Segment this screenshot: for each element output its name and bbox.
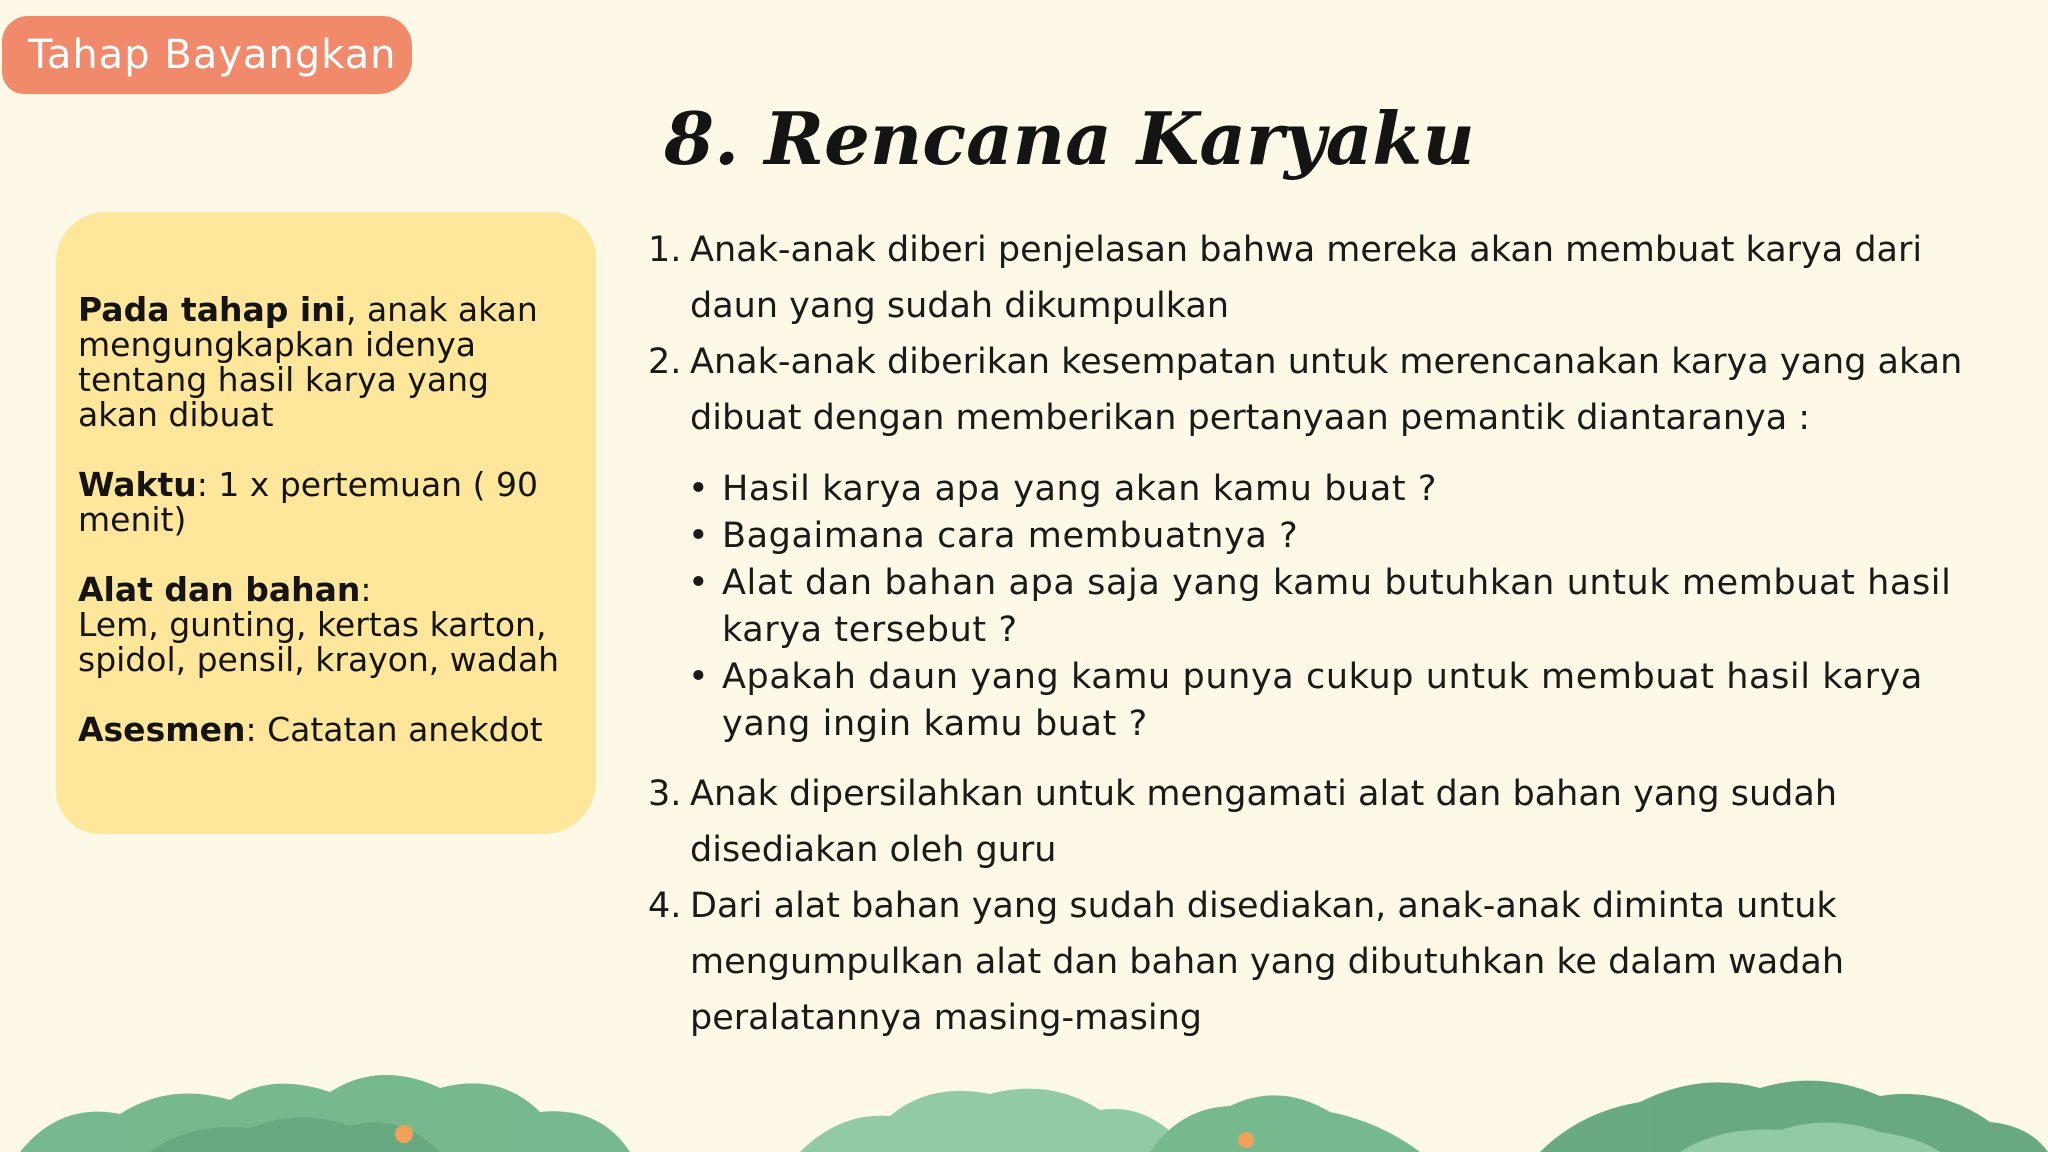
time-info — [78, 467, 576, 537]
bush-shape — [800, 1089, 1190, 1152]
step-number: 2. — [648, 342, 682, 382]
step-number: 1. — [648, 230, 682, 270]
stage-tag-label: Tahap Bayangkan — [28, 32, 397, 78]
bullet-icon: • — [688, 469, 710, 509]
info-box — [56, 212, 596, 834]
bullet-icon: • — [688, 516, 710, 556]
question-item — [648, 560, 1988, 654]
bullet-icon: • — [688, 563, 710, 603]
steps-list — [648, 222, 1988, 1046]
step-text: Anak-anak diberikan kesempatan untuk merencanakan karya yang akan dibuat dengan memberikan pertanyaan pemantik diantaranya : — [690, 342, 1963, 438]
stage-label: Pada tahap ini — [78, 290, 346, 329]
question-list — [648, 466, 1988, 748]
tools-text: Lem, gunting, kertas karton, spidol, pensil, krayon, wadah — [78, 605, 560, 679]
step-item — [648, 222, 1988, 334]
question-text: Hasil karya apa yang akan kamu buat ? — [722, 469, 1438, 509]
assessment-label: Asesmen — [78, 710, 246, 749]
tools-label: Alat dan bahan — [78, 570, 361, 609]
tools-info — [78, 572, 576, 677]
watercolor-bushes-icon — [0, 1042, 2048, 1152]
question-item — [648, 513, 1988, 560]
bullet-icon: • — [688, 657, 710, 697]
flower-shape — [395, 1125, 413, 1143]
time-label: Waktu — [78, 465, 197, 504]
step-number: 3. — [648, 774, 682, 814]
step-number: 4. — [648, 886, 682, 926]
page-title: 8. Rencana Karyaku — [664, 96, 1475, 181]
step-text: Anak dipersilahkan untuk mengamati alat dan bahan yang sudah disediakan oleh guru — [690, 774, 1838, 870]
step-text: Anak-anak diberi penjelasan bahwa mereka akan membuat karya dari daun yang sudah dikumpulkan — [690, 230, 1923, 326]
assessment-info — [78, 712, 576, 747]
flower-shape — [1238, 1132, 1254, 1148]
question-text: Apakah daun yang kamu punya cukup untuk membuat hasil karya yang ingin kamu buat ? — [722, 657, 1923, 744]
stage-description — [78, 292, 576, 432]
step-item — [648, 766, 1988, 878]
question-text: Alat dan bahan apa saja yang kamu butuhkan untuk membuat hasil karya tersebut ? — [722, 563, 1952, 650]
stage-tag — [2, 16, 412, 94]
step-text: Dari alat bahan yang sudah disediakan, anak-anak diminta untuk mengumpulkan alat dan bahan yang dibutuhkan ke dalam wadah peralatannya masing-masing — [690, 886, 1845, 1038]
tools-colon: : — [360, 570, 372, 609]
question-item — [648, 654, 1988, 748]
time-text: : 1 x pertemuan ( 90 menit) — [78, 465, 538, 539]
question-item — [648, 466, 1988, 513]
step-item — [648, 334, 1988, 446]
stage-text: , anak akan mengungkapkan idenya tentang hasil karya yang akan dibuat — [78, 290, 538, 434]
bush-shape — [1150, 1095, 1420, 1152]
assessment-text: : Catatan anekdot — [245, 710, 543, 749]
step-item — [648, 878, 1988, 1046]
question-text: Bagaimana cara membuatnya ? — [722, 516, 1299, 556]
